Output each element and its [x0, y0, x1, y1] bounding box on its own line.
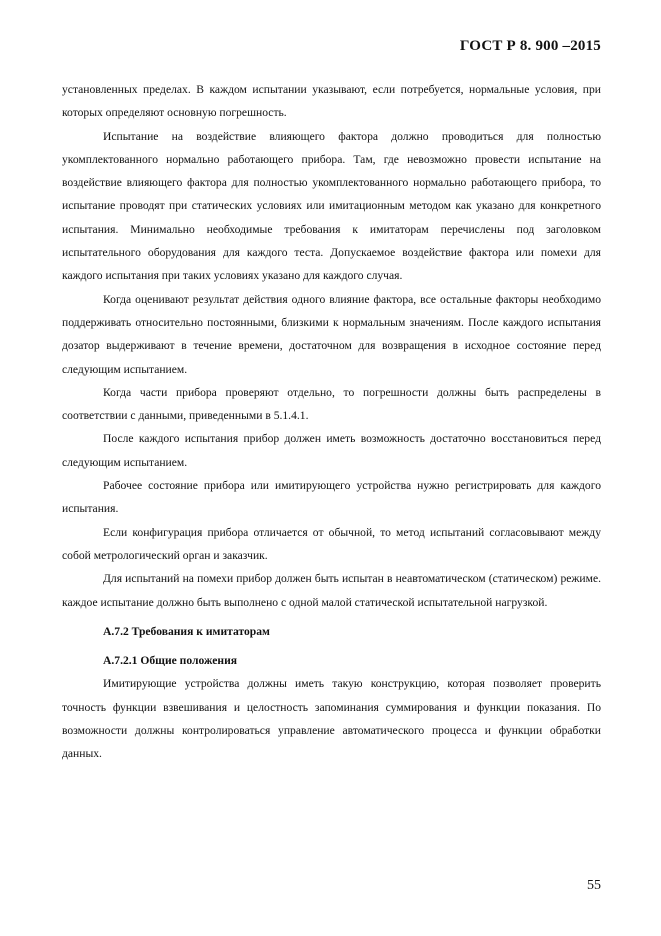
paragraph: Когда части прибора проверяют отдельно, то погрешности должны быть распределены в соответствии с данными, приведенными в 5.1.4.1.: [62, 385, 601, 423]
paragraph: Для испытаний на помехи прибор должен быть испытан в неавтоматическом (статическом) режиме. каждое испытание должно быть выполнено с одной малой статической испытательной нагрузкой.: [62, 572, 601, 609]
paragraph: Если конфигурация прибора отличается от обычной, то метод испытаний согласовывают между собой метрологический орган и заказчик.: [62, 525, 601, 562]
paragraph: Имитирующие устройства должны иметь такую конструкцию, которая позволяет проверить точность функции взвешивания и целостность запоминания суммирования и функции показания. По возможности должны контролироваться управление автоматического процесса и функции обработки данных.: [62, 677, 601, 761]
paragraph: После каждого испытания прибор должен иметь возможность достаточно восстановиться перед следующим испытанием.: [62, 432, 601, 469]
paragraph: Рабочее состояние прибора или имитирующего устройства нужно регистрировать для каждого испытания.: [62, 479, 601, 516]
paragraph: Испытание на воздействие влияющего фактора должно проводиться для полностью укомплектованного нормально работающего прибора. Там, где невозможно провести испытание на воздействие влияющего фактора для полностью укомплектованного нормально работающего прибора, то испытание проводят при статических условиях или имитационным методом как указано для конкретного испытания. Минимально необходимые требования к имитаторам перечислены под заголовком испытательного оборудования для каждого теста. Допускаемое воздействие фактора или помехи для каждого испытания при таких условиях указано для каждого случая.: [62, 129, 601, 283]
section-heading: А.7.2 Требования к имитаторам: [103, 624, 270, 638]
document-header: [460, 38, 601, 55]
paragraph-continuation: установленных пределах. В каждом испытании указывают, если потребуется, нормальные условия, при которых определяют основную погрешность.: [62, 83, 601, 120]
paragraph: Когда оценивают результат действия одного влияние фактора, все остальные факторы необходимо поддерживать относительно постоянными, близкими к нормальным значениям. После каждого испытания дозатор выдерживают в течение времени, достаточном для возвращения в исходное состояние перед следующим испытанием.: [62, 292, 601, 376]
subsection-heading: А.7.2.1 Общие положения: [103, 654, 238, 668]
page-content: [62, 78, 601, 766]
page-number: 55: [587, 878, 601, 893]
standard-number: ГОСТ Р 8. 900 –2015: [459, 38, 601, 54]
